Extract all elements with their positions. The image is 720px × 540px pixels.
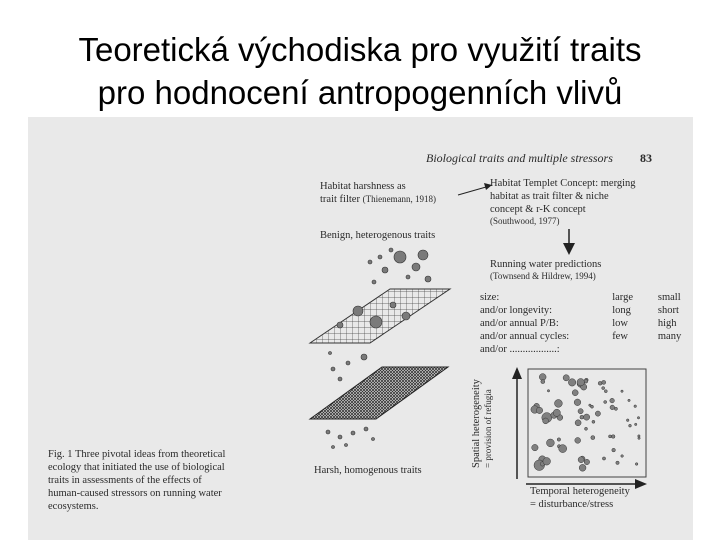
plot-circle xyxy=(559,445,567,453)
trait-cell-low-het: low xyxy=(612,318,628,329)
habitat-harshness-label: Habitat harshness as trait filter (Thienemann, 1918) xyxy=(320,181,437,205)
plot-circle xyxy=(609,435,612,438)
slide-title-line-1: Teoretická východiska pro využití traits xyxy=(78,31,642,68)
plot-circle xyxy=(621,455,624,458)
trait-cell-low-het xyxy=(612,343,658,356)
trait-cell-high-het: high xyxy=(657,318,677,329)
running-water-text: Running water predictions (Townsend & Hildrew, 1994) xyxy=(490,259,602,281)
plot-circle xyxy=(547,439,555,447)
plot-circle xyxy=(580,415,584,419)
plot-circle xyxy=(572,390,578,396)
plot-circle xyxy=(604,390,607,393)
trait-predictions-table xyxy=(480,291,693,356)
plot-circle xyxy=(635,463,638,466)
page-number: 83 xyxy=(640,151,652,165)
trait-row xyxy=(480,330,693,343)
figure-caption: Fig. 1 Three pivotal ideas from theoretical ecology that initiated the use of biological traits in assessments of the effects of human-caused stressors on running water ecosystems. xyxy=(48,449,226,512)
plot-circle xyxy=(578,457,584,463)
trait-cell-high-het: short xyxy=(657,305,679,316)
trait-cell-high-het: small xyxy=(657,292,681,303)
plot-circle xyxy=(532,444,538,450)
trait-cell-trait: and/or ..................: xyxy=(480,344,560,355)
plot-circle xyxy=(547,390,549,392)
plot-circle xyxy=(577,379,584,386)
plot-scatter-circles xyxy=(531,374,640,472)
plot-circle xyxy=(598,381,602,385)
plot-circle xyxy=(575,420,581,426)
plot-circle xyxy=(638,437,640,439)
benign-label: Benign, heterogenous traits xyxy=(320,230,436,241)
plot-circle xyxy=(628,399,630,401)
plot-circle xyxy=(553,409,560,416)
trait-cell-low-het: long xyxy=(612,305,631,316)
benign-filter-plane xyxy=(310,289,450,343)
plot-circle xyxy=(591,436,595,440)
trait-row xyxy=(480,343,693,356)
plot-circle xyxy=(616,461,619,464)
plot-circle xyxy=(611,435,615,439)
plot-circle xyxy=(621,390,623,392)
trait-row xyxy=(480,317,693,330)
habitat-templet-text: Habitat Templet Concept: merging habitat as trait filter & niche concept & r-K concept (Southwood, 1977) xyxy=(490,178,636,226)
trait-row xyxy=(480,304,693,317)
plot-circle xyxy=(585,427,588,430)
slide-title-line-2: pro hodnocení antropogenních vlivů xyxy=(97,74,623,111)
plot-circle xyxy=(592,420,595,423)
trait-row xyxy=(480,291,693,304)
plot-circle xyxy=(637,417,639,419)
plot-circle xyxy=(610,398,615,403)
trait-cell-trait: and/or longevity: xyxy=(480,305,553,316)
plot-circle xyxy=(568,379,575,386)
scanned-figure xyxy=(28,117,693,540)
trait-cell-high-het: many xyxy=(657,331,682,342)
trait-cell-low-het: large xyxy=(612,292,633,303)
slide-title xyxy=(0,28,720,114)
plot-circle xyxy=(635,423,637,425)
plot-circle xyxy=(574,399,581,406)
harsh-filter-plane xyxy=(310,367,448,419)
trait-cell-trait: and/or annual P/B: xyxy=(480,318,559,329)
plot-circle xyxy=(543,418,549,424)
harsh-label: Harsh, homogenous traits xyxy=(314,465,422,476)
plot-circle xyxy=(602,387,605,390)
plot-circle xyxy=(584,414,590,420)
plot-circle xyxy=(555,400,563,408)
x-axis-label: Temporal heterogeneity = disturbance/stress xyxy=(530,486,630,510)
trait-cell-high-het xyxy=(658,343,693,356)
plot-circle xyxy=(612,448,616,452)
plot-circle xyxy=(610,405,615,410)
plot-circle xyxy=(541,380,545,384)
trait-cell-trait: size: xyxy=(480,292,500,303)
plot-circle xyxy=(589,404,591,406)
plot-circle xyxy=(579,464,586,471)
plot-circle xyxy=(602,457,605,460)
plot-circle xyxy=(584,459,589,464)
trait-cell-low-het: few xyxy=(612,331,628,342)
plot-circle xyxy=(634,405,637,408)
plot-circle xyxy=(595,411,600,416)
plot-circle xyxy=(557,438,560,441)
trait-cell-trait: and/or annual cycles: xyxy=(480,331,570,342)
plot-circle xyxy=(602,380,606,384)
plot-circle xyxy=(629,424,632,427)
plot-circle xyxy=(575,438,581,444)
plot-circle xyxy=(604,401,607,404)
plot-circle xyxy=(536,407,542,413)
plot-circle xyxy=(626,419,629,422)
running-header: Biological traits and multiple stressors xyxy=(426,151,613,165)
y-axis-label: Spatial heterogeneity = provision of refugia xyxy=(471,379,493,468)
plot-circle xyxy=(543,458,551,466)
plot-circle xyxy=(578,409,583,414)
plot-circle xyxy=(563,375,569,381)
